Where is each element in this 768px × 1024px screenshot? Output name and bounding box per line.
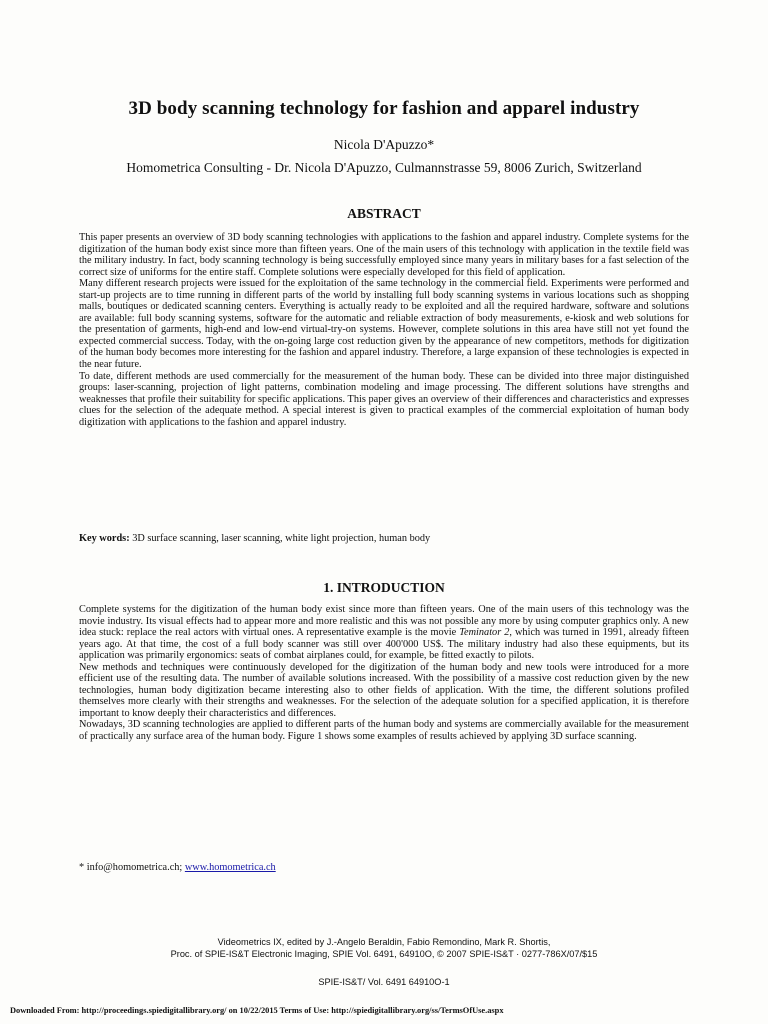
introduction-paragraph: New methods and techniques were continuously developed for the digitization of the human body and new tools were introduced for a more efficient use of the resulting data. The number of available solutions increased. With the possibility of a massive cost reduction given by the new technologies, human body digitization became interesting also to other fields of application. With the time, the different solutions profiled themselves more clearly with their strengths and weaknesses. For the selection of the adequate solution for a specified application, it is therefore important to know deeply their characteristics and differences.	[79, 661, 689, 719]
keywords-text: 3D surface scanning, laser scanning, white light projection, human body	[129, 533, 431, 544]
paper-title: 3D body scanning technology for fashion and apparel industry	[128, 98, 640, 119]
keywords	[79, 533, 689, 545]
movie-title: Teminator 2	[459, 627, 510, 639]
publication-info-line: Videometrics IX, edited by J.-Angelo Beraldin, Fabio Remondino, Mark R. Shortis,	[217, 937, 551, 947]
introduction-heading: 1. INTRODUCTION	[323, 580, 445, 595]
introduction-paragraph	[79, 604, 689, 662]
abstract-body	[79, 232, 689, 428]
abstract-paragraph: To date, different methods are used commercially for the measurement of the human body. These can be divided into three major distinguished groups: laser-scanning, projection of light patterns, combination modeling and image processing. The different solutions have strengths and weaknesses that profile their suitability for specific applications. This paper gives an overview of their differences and characteristics and expresses clues for the selection of the adequate method. A special interest is given to practical examples of the commercial exploitation of human body digitization with applications to the fashion and apparel industry.	[79, 370, 689, 428]
introduction-paragraph: Nowadays, 3D scanning technologies are applied to different parts of the human body and systems are commercially available for the measurement of practically any surface area of the human body. Figure 1 shows some examples of results achieved by applying 3D surface scanning.	[79, 719, 689, 743]
keywords-label: Key words:	[79, 533, 130, 544]
paper-author: Nicola D'Apuzzo*	[333, 137, 435, 152]
footnote-website-link[interactable]: www.homometrica.ch	[184, 862, 276, 873]
abstract-paragraph: Many different research projects were issued for the exploitation of the same technology in the commercial field. Experiments were performed and start-up projects are to time running in different parts of the world by installing full body scanning systems in various locations such as shopping malls, boutiques or dedicated scanning centers. Everything is actually ready to be exploited and all the required hardware, software and solutions are available: full body scanning systems, software for the automatic and reliable extraction of body measurements, e-kiosk and web solutions for the presentation of garments, high-end and low-end virtual-try-on systems. However, complete solutions in this area have still not yet found the expected commercial success. Today, with the on-going large cost reduction given by the appearance of new competitors, methods for digitization of the human body becomes more interesting for the fashion and apparel industry. Therefore, a large expansion of these technologies is expected in the near future.	[79, 278, 689, 371]
page-number: SPIE-IS&T/ Vol. 6491 64910O-1	[318, 977, 450, 987]
footnote	[79, 862, 689, 873]
publication-info-line: Proc. of SPIE-IS&T Electronic Imaging, SPIE Vol. 6491, 64910O, © 2007 SPIE-IS&T · 0277-786X/07/$15	[170, 948, 598, 959]
abstract-heading: ABSTRACT	[347, 206, 421, 221]
footnote-email: * info@homometrica.ch;	[79, 862, 185, 873]
paper-affiliation: Homometrica Consulting - Dr. Nicola D'Apuzzo, Culmannstrasse 59, 8006 Zurich, Switzerland	[126, 160, 642, 175]
download-notice: Downloaded From: http://proceedings.spiedigitallibrary.org/ on 10/22/2015 Terms of Use: http://spiedigitallibrary.org/ss/TermsOfUse.aspx	[10, 1006, 504, 1015]
publication-info	[0, 937, 768, 960]
introduction-body	[79, 604, 689, 743]
intro-p1-start: Complete systems for the digitization of the human body exist since more than fifteen years. One of the main users of this technology was the movie industry. Its visual effects had to appear more and more realistic and this was not possible any more by using computer graphics only. A new idea stuck: replace the real actors with virtual ones. A representative example is the movie	[79, 604, 689, 639]
intro-p1-end: , which was turned in 1991, already fifteen years ago. At that time, the cost of a full body scanner was still over 400'000 US$. The military industry had also these equipments, but its application was primarily ergonomics: seats of combat airplanes could, for example, be fitted exactly to pilots.	[79, 627, 689, 662]
abstract-paragraph: This paper presents an overview of 3D body scanning technologies with applications to the fashion and apparel industry. Complete systems for the digitization of the human body exist since more than fifteen years. One of the main users of this technology with application in the textile field was the military industry. In fact, body scanning technology is being successfully employed since many years in military bases for a fast selection of the correct size of uniforms for the entire staff. Complete solutions were especially developed for this field of application.	[79, 232, 689, 278]
